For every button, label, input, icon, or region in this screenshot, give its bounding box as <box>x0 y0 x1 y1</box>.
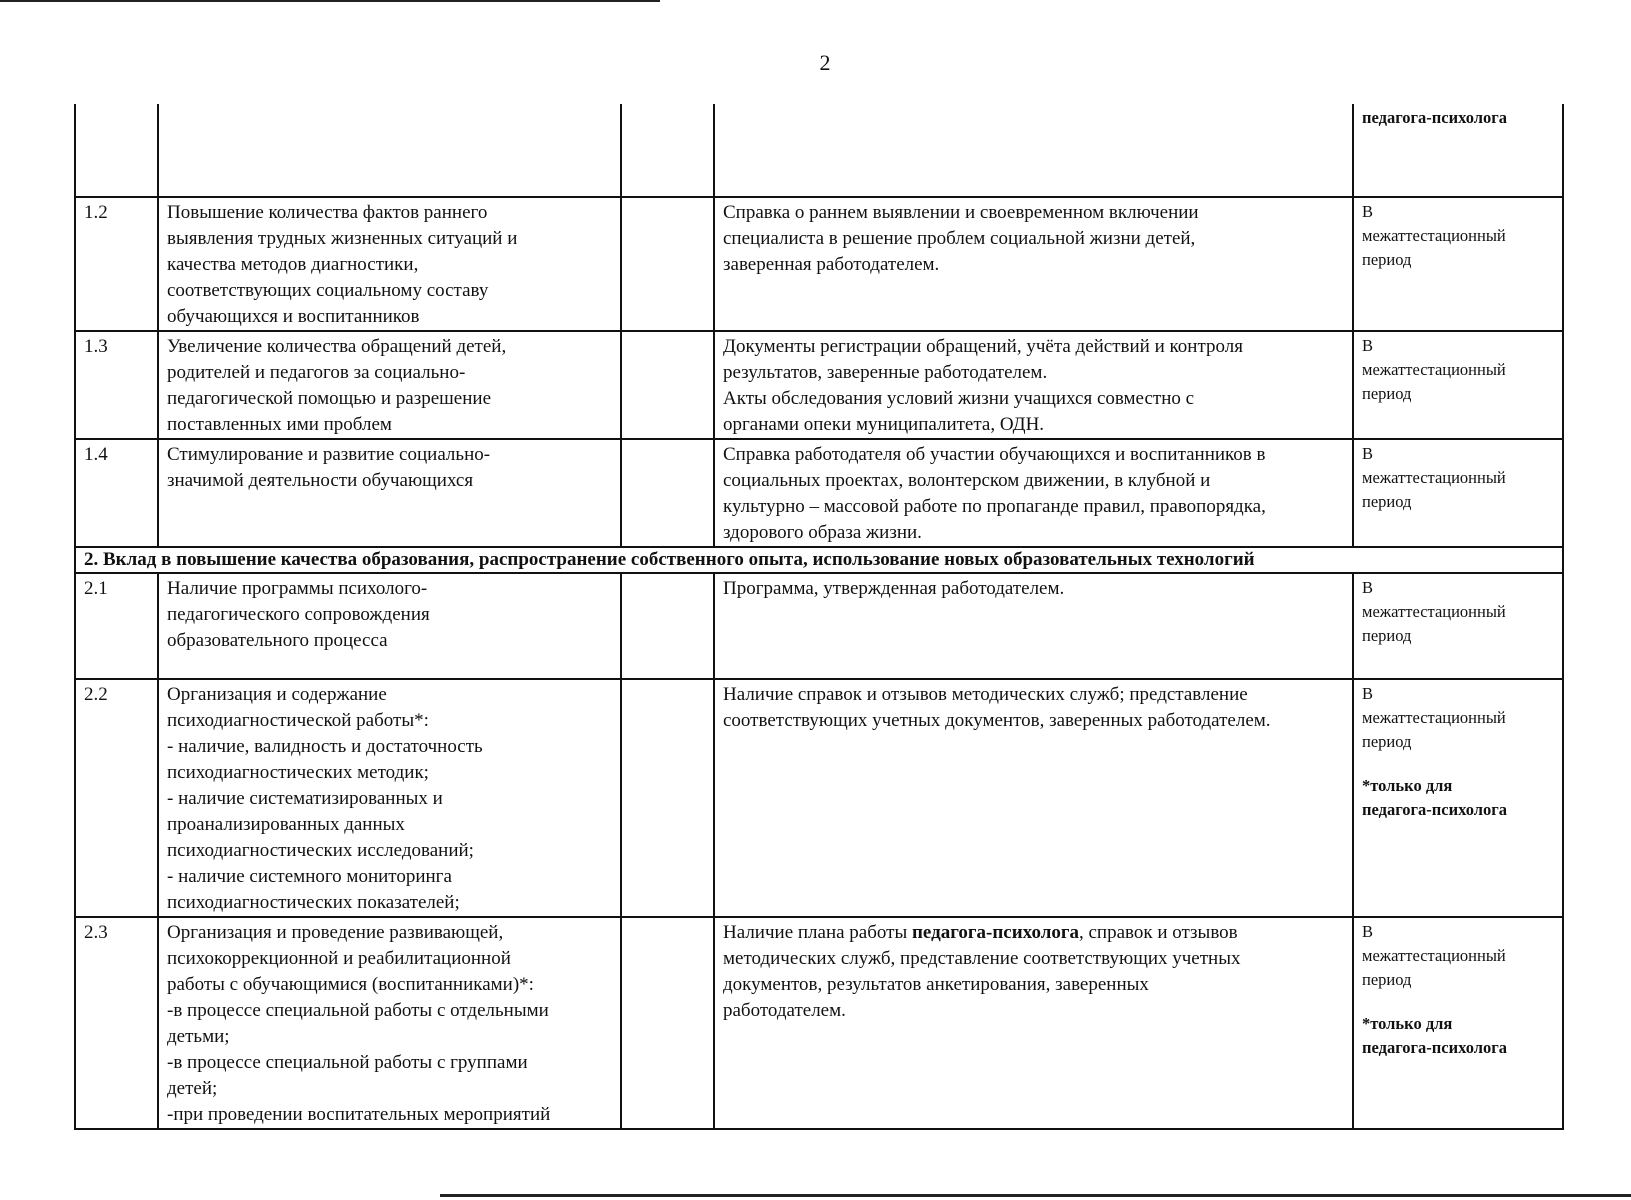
period-line: период <box>1362 492 1412 511</box>
cell-blank <box>621 917 714 1129</box>
row-number: 2.1 <box>75 573 158 679</box>
period-line: период <box>1362 970 1412 989</box>
evidence-line: Акты обследования условий жизни учащихся совместно с <box>723 388 1195 409</box>
period-line: период <box>1362 732 1412 751</box>
table-row-2-3 <box>75 917 1563 1129</box>
criterion-line: проанализированных данных <box>167 814 405 835</box>
evidence-line: культурно – массовой работе по пропаганде правил, правопорядка, <box>723 496 1266 517</box>
evidence-line: методических служб, представление соответствующих учетных <box>723 948 1241 969</box>
period-text <box>1353 197 1563 331</box>
cell-blank <box>621 679 714 917</box>
period-note-continuation: педагога-психолога <box>1362 108 1508 127</box>
period-line: межаттестационный <box>1362 226 1506 245</box>
section-2-title: 2. Вклад в повышение качества образования, распространение собственного опыта, использование новых образовательных технологий <box>75 547 1563 573</box>
evidence-line: Программа, утвержденная работодателем. <box>723 578 1065 599</box>
period-note-line: *только для <box>1362 776 1453 795</box>
criterion-line: педагогического сопровождения <box>167 604 430 625</box>
cell-num <box>75 104 158 197</box>
period-line: В <box>1362 336 1374 355</box>
period-text <box>1353 679 1563 917</box>
period-text <box>1353 439 1563 547</box>
criterion-line: психокоррекционной и реабилитационной <box>167 948 511 969</box>
evidence-text <box>714 573 1353 679</box>
table-row-2-1 <box>75 573 1563 679</box>
criterion-line: соответствующих социальному составу <box>167 280 489 301</box>
criterion-line: родителей и педагогов за социально- <box>167 362 466 383</box>
criterion-line: -в процессе специальной работы с отдельными <box>167 1000 549 1021</box>
scan-edge-top <box>0 0 660 2</box>
criterion-line: психодиагностических методик; <box>167 762 429 783</box>
evidence-line: документов, результатов анкетирования, заверенных <box>723 974 1149 995</box>
evidence-line: Справка работодателя об участии обучающихся и воспитанников в <box>723 444 1266 465</box>
period-text <box>1353 917 1563 1129</box>
evidence-line: органами опеки муниципалитета, ОДН. <box>723 414 1045 435</box>
criterion-text <box>158 917 621 1129</box>
criterion-line: -при проведении воспитательных мероприятий <box>167 1104 551 1125</box>
cell-blank <box>621 331 714 439</box>
row-number: 1.2 <box>75 197 158 331</box>
scan-edge-bottom <box>440 1194 1631 1197</box>
period-line: межаттестационный <box>1362 946 1506 965</box>
evidence-line: соответствующих учетных документов, заверенных работодателем. <box>723 710 1271 731</box>
criterion-line: работы с обучающимися (воспитанниками)*: <box>167 974 534 995</box>
criterion-line: - наличие систематизированных и <box>167 788 443 809</box>
criterion-line: Организация и содержание <box>167 684 387 705</box>
row-number: 1.4 <box>75 439 158 547</box>
criterion-line: педагогической помощью и разрешение <box>167 388 492 409</box>
table-row-1-3 <box>75 331 1563 439</box>
cell-blank <box>621 104 714 197</box>
criterion-line: поставленных ими проблем <box>167 414 392 435</box>
evidence-line: Наличие справок и отзывов методических служб; представление <box>723 684 1248 705</box>
evidence-run: Наличие плана работы <box>723 922 912 943</box>
table-row-continuation <box>75 104 1563 197</box>
evidence-line: Справка о раннем выявлении и своевременном включении <box>723 202 1199 223</box>
period-note-line: педагога-психолога <box>1362 1038 1508 1057</box>
criterion-line: Увеличение количества обращений детей, <box>167 336 507 357</box>
period-line: период <box>1362 626 1412 645</box>
page-number: 2 <box>819 50 831 75</box>
period-line: В <box>1362 444 1374 463</box>
table-row-1-2 <box>75 197 1563 331</box>
criterion-line: детьми; <box>167 1026 230 1047</box>
criterion-line: образовательного процесса <box>167 630 388 651</box>
period-line: период <box>1362 250 1412 269</box>
evidence-line: Документы регистрации обращений, учёта действий и контроля <box>723 336 1243 357</box>
criterion-line: детей; <box>167 1078 218 1099</box>
period-line: межаттестационный <box>1362 360 1506 379</box>
criterion-line: психодиагностических показателей; <box>167 892 460 913</box>
cell-blank <box>621 439 714 547</box>
spacer <box>1362 754 1554 774</box>
row-number: 2.3 <box>75 917 158 1129</box>
criterion-line: Стимулирование и развитие социально- <box>167 444 491 465</box>
period-line: В <box>1362 684 1374 703</box>
evidence-text <box>714 331 1353 439</box>
criterion-text <box>158 439 621 547</box>
evidence-text <box>714 439 1353 547</box>
criterion-line: - наличие системного мониторинга <box>167 866 452 887</box>
spacer <box>1362 992 1554 1012</box>
cell-period <box>1353 104 1563 197</box>
table-row-2-2 <box>75 679 1563 917</box>
period-line: В <box>1362 922 1374 941</box>
section-2-header-row <box>75 547 1563 573</box>
evidence-line <box>723 920 1344 946</box>
criteria-table <box>74 104 1564 1130</box>
criterion-line: Организация и проведение развивающей, <box>167 922 504 943</box>
criterion-line: значимой деятельности обучающихся <box>167 470 474 491</box>
cell-criterion <box>158 104 621 197</box>
evidence-line: социальных проектах, волонтерском движении, в клубной и <box>723 470 1211 491</box>
period-line: В <box>1362 578 1374 597</box>
criterion-text <box>158 331 621 439</box>
table-row-1-4 <box>75 439 1563 547</box>
criterion-line: качества методов диагностики, <box>167 254 419 275</box>
evidence-text <box>714 679 1353 917</box>
cell-blank <box>621 573 714 679</box>
period-text <box>1353 573 1563 679</box>
criterion-line: выявления трудных жизненных ситуаций и <box>167 228 518 249</box>
criterion-line: психодиагностических исследований; <box>167 840 474 861</box>
evidence-line: специалиста в решение проблем социальной жизни детей, <box>723 228 1196 249</box>
period-note-line: *только для <box>1362 1014 1453 1033</box>
evidence-line: работодателем. <box>723 1000 846 1021</box>
period-line: межаттестационный <box>1362 468 1506 487</box>
evidence-text <box>714 917 1353 1129</box>
period-line: межаттестационный <box>1362 602 1506 621</box>
evidence-line: результатов, заверенные работодателем. <box>723 362 1048 383</box>
cell-blank <box>621 197 714 331</box>
evidence-text <box>714 197 1353 331</box>
evidence-run-bold: педагога-психолога <box>911 922 1079 943</box>
period-line: период <box>1362 384 1412 403</box>
criterion-line: обучающихся и воспитанников <box>167 306 420 327</box>
cell-evidence <box>714 104 1353 197</box>
criterion-line: Повышение количества фактов раннего <box>167 202 488 223</box>
row-number: 2.2 <box>75 679 158 917</box>
period-note-line: педагога-психолога <box>1362 800 1508 819</box>
evidence-line: здорового образа жизни. <box>723 522 922 543</box>
criterion-text <box>158 197 621 331</box>
period-line: В <box>1362 202 1374 221</box>
criterion-line: -в процессе специальной работы с группами <box>167 1052 528 1073</box>
evidence-line: заверенная работодателем. <box>723 254 940 275</box>
evidence-run: , справок и отзывов <box>1078 922 1238 943</box>
period-text <box>1353 331 1563 439</box>
period-line: межаттестационный <box>1362 708 1506 727</box>
criterion-text <box>158 573 621 679</box>
criterion-line: - наличие, валидность и достаточность <box>167 736 483 757</box>
criterion-text <box>158 679 621 917</box>
row-number: 1.3 <box>75 331 158 439</box>
criterion-line: Наличие программы психолого- <box>167 578 428 599</box>
criterion-line: психодиагностической работы*: <box>167 710 429 731</box>
